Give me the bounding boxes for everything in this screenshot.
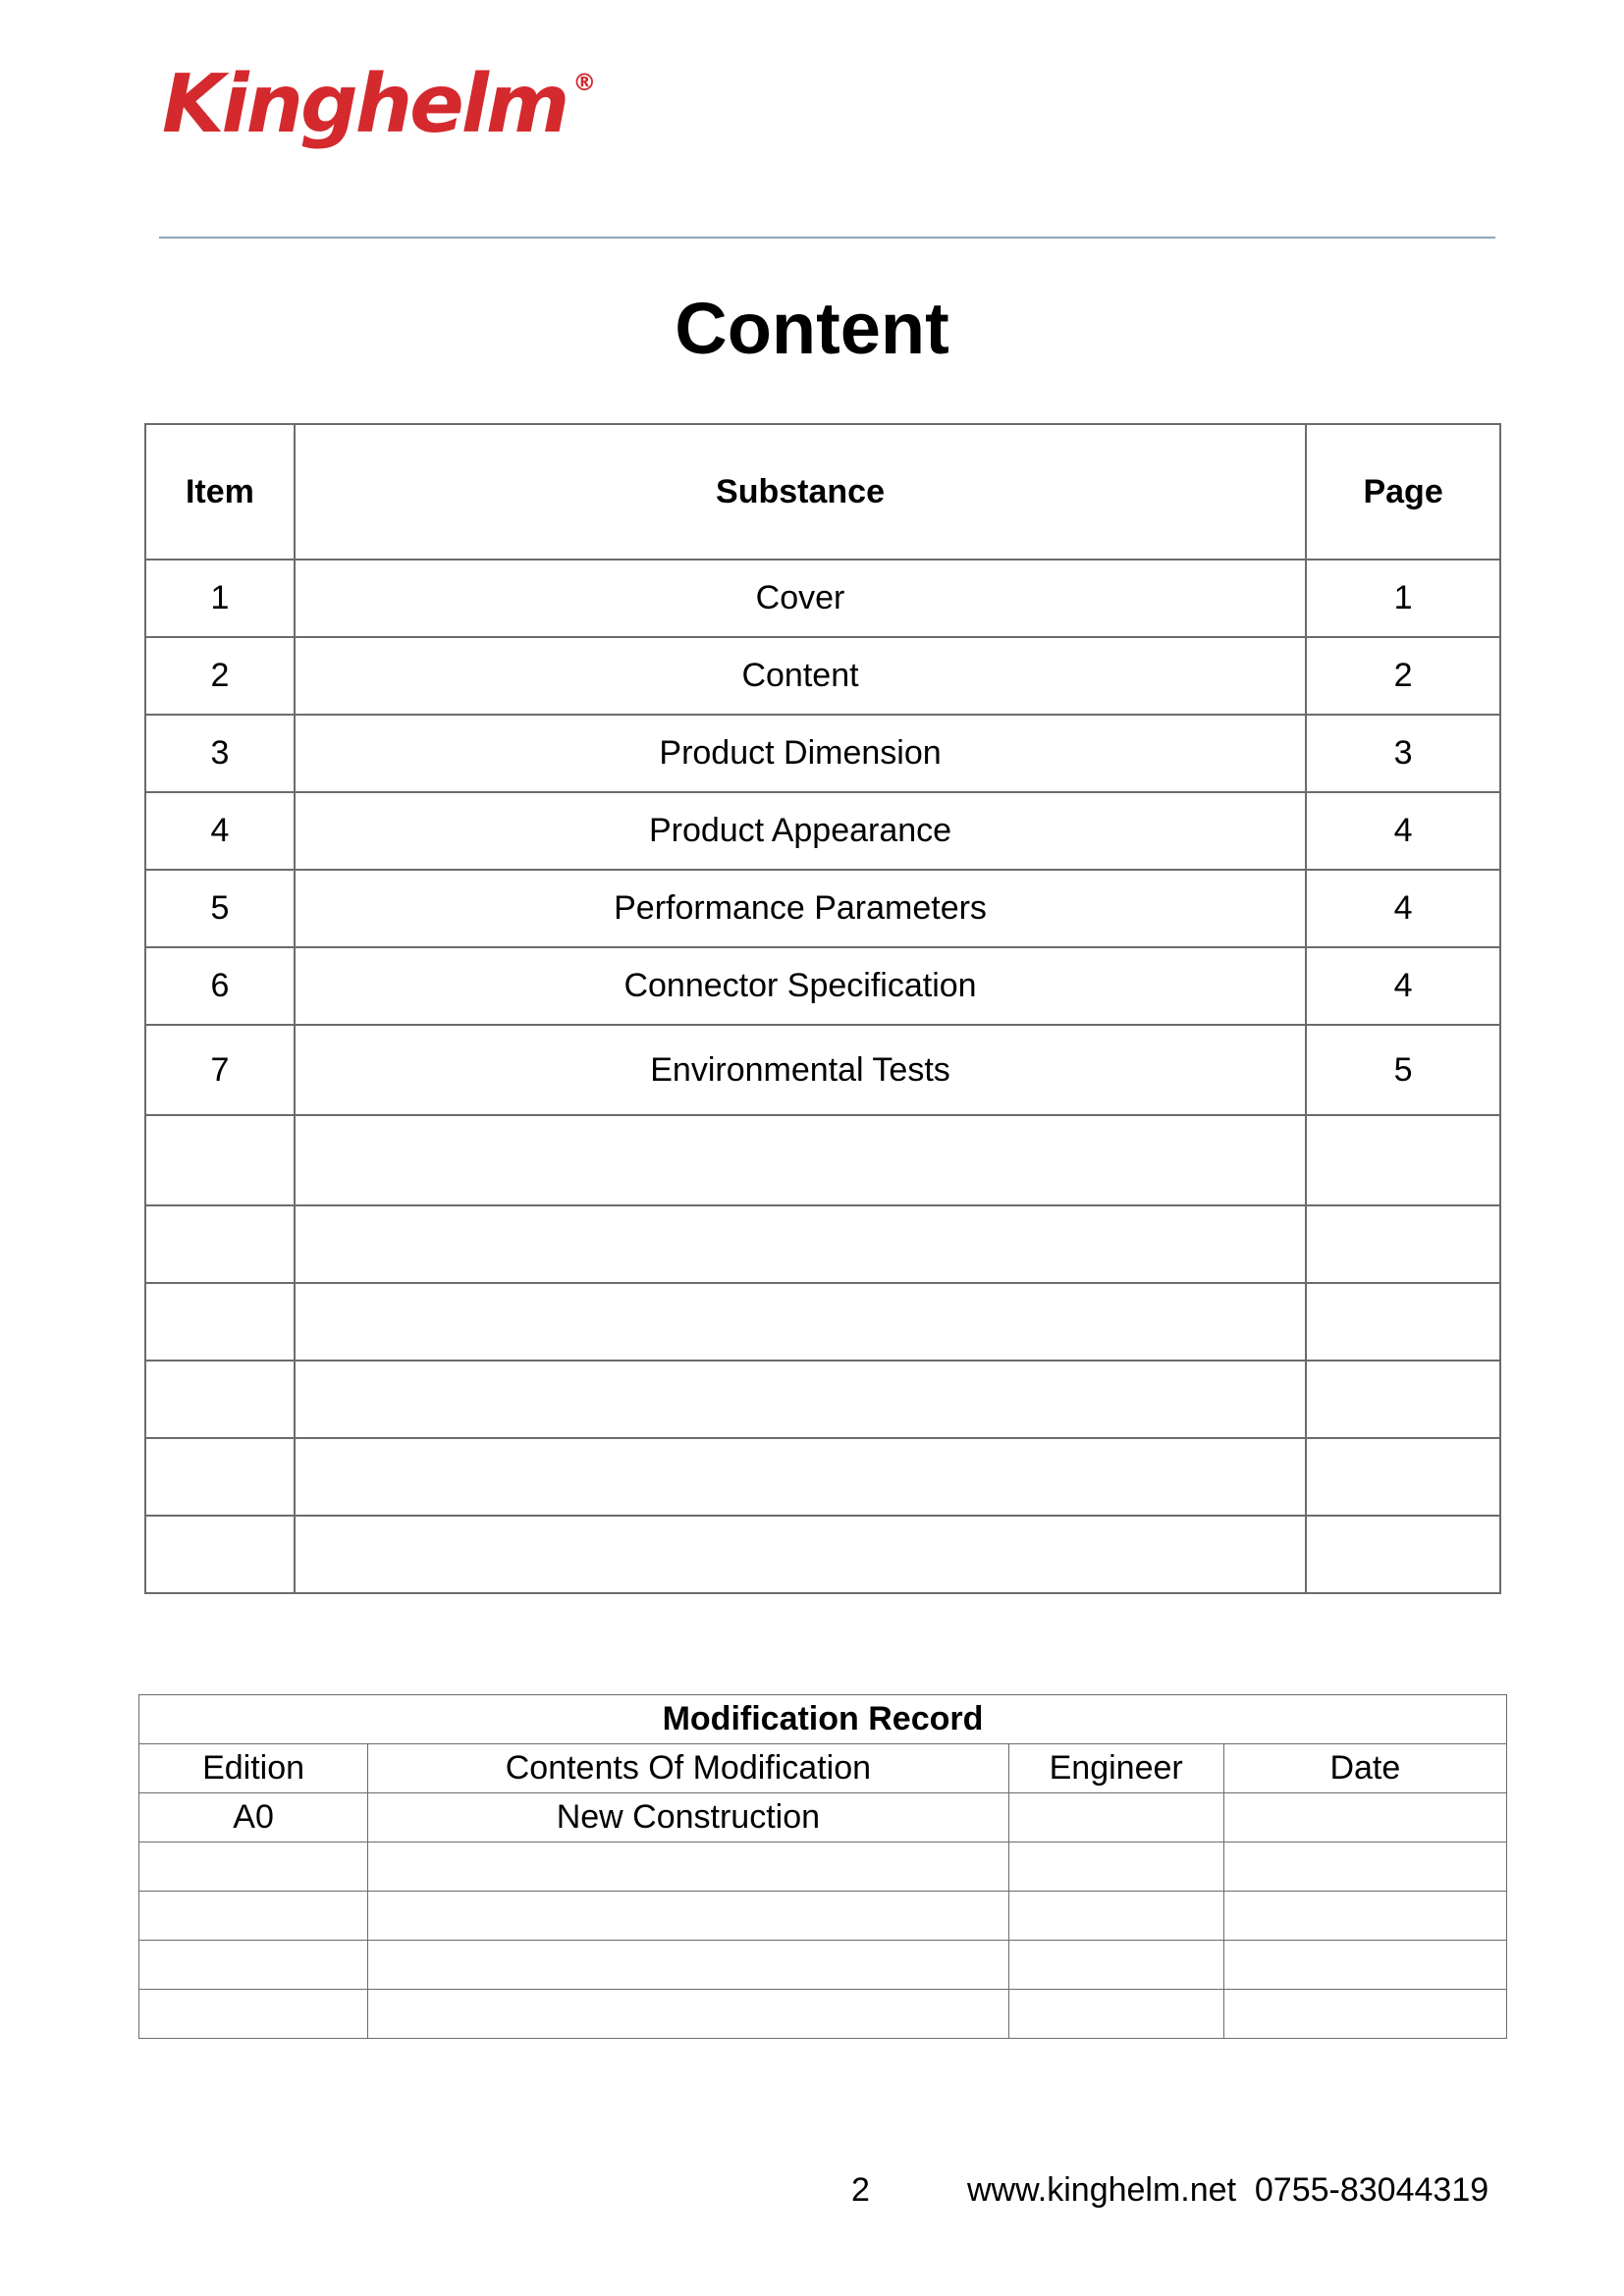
modification-record-title: Modification Record [139, 1695, 1507, 1744]
empty-cell [145, 1438, 295, 1516]
contents-table [144, 423, 1501, 1594]
table-row [145, 947, 1500, 1025]
empty-cell [139, 1990, 368, 2039]
cell-item: 4 [145, 792, 295, 870]
empty-cell [368, 1842, 1008, 1892]
header-edition: Edition [139, 1744, 368, 1793]
table-row [145, 715, 1500, 792]
empty-cell [295, 1205, 1306, 1283]
header-substance: Substance [295, 424, 1306, 560]
empty-cell [1008, 1842, 1223, 1892]
empty-cell [295, 1283, 1306, 1361]
page-title: Content [675, 288, 949, 369]
footer-contact-text: www.kinghelm.net 0755-83044319 [967, 2171, 1489, 2209]
header-date: Date [1223, 1744, 1506, 1793]
empty-cell [139, 1842, 368, 1892]
empty-cell [295, 1115, 1306, 1205]
empty-cell [1008, 1990, 1223, 2039]
empty-cell [1306, 1205, 1500, 1283]
empty-row [139, 1892, 1507, 1941]
header-contents: Contents Of Modification [368, 1744, 1008, 1793]
empty-row [145, 1438, 1500, 1516]
kinghelm-logo [162, 58, 597, 151]
empty-cell [1008, 1941, 1223, 1990]
cell-substance: Cover [295, 560, 1306, 637]
empty-cell [145, 1205, 295, 1283]
table-row [145, 870, 1500, 947]
table-row [145, 560, 1500, 637]
empty-cell [145, 1516, 295, 1593]
cell-substance: Environmental Tests [295, 1025, 1306, 1115]
cell-page: 3 [1306, 715, 1500, 792]
footer-website-phone [967, 2173, 1489, 2207]
table-row [145, 637, 1500, 715]
logo-text: Kinghelm [162, 58, 568, 151]
cell-page: 4 [1306, 947, 1500, 1025]
header-engineer: Engineer [1008, 1744, 1223, 1793]
header-divider [159, 237, 1495, 239]
empty-cell [145, 1283, 295, 1361]
modification-record-table [138, 1694, 1507, 2039]
modification-header-row [139, 1744, 1507, 1793]
registered-mark: ® [572, 69, 597, 96]
empty-cell [139, 1941, 368, 1990]
empty-cell [1223, 1842, 1506, 1892]
empty-row [145, 1361, 1500, 1438]
cell-item: 5 [145, 870, 295, 947]
empty-cell [1306, 1115, 1500, 1205]
table-row [145, 792, 1500, 870]
contents-header-row [145, 424, 1500, 560]
empty-row [139, 1842, 1507, 1892]
cell-substance: Content [295, 637, 1306, 715]
cell-item: 3 [145, 715, 295, 792]
empty-row [145, 1516, 1500, 1593]
empty-cell [1306, 1283, 1500, 1361]
empty-cell [145, 1115, 295, 1205]
empty-cell [295, 1516, 1306, 1593]
cell-substance: Connector Specification [295, 947, 1306, 1025]
empty-row [139, 1941, 1507, 1990]
cell-page: 2 [1306, 637, 1500, 715]
cell-page: 1 [1306, 560, 1500, 637]
cell-date [1223, 1793, 1506, 1842]
cell-page: 4 [1306, 792, 1500, 870]
cell-page: 5 [1306, 1025, 1500, 1115]
footer-page-number: 2 [851, 2171, 870, 2209]
cell-edition: A0 [139, 1793, 368, 1842]
empty-cell [145, 1361, 295, 1438]
cell-page: 4 [1306, 870, 1500, 947]
empty-cell [295, 1438, 1306, 1516]
empty-cell [295, 1361, 1306, 1438]
empty-cell [1306, 1516, 1500, 1593]
empty-row [145, 1283, 1500, 1361]
header-item: Item [145, 424, 295, 560]
table-row [139, 1793, 1507, 1842]
header-page: Page [1306, 424, 1500, 560]
empty-cell [1223, 1941, 1506, 1990]
modification-title-row [139, 1695, 1507, 1744]
cell-substance: Product Dimension [295, 715, 1306, 792]
empty-cell [139, 1892, 368, 1941]
empty-cell [1306, 1361, 1500, 1438]
cell-item: 1 [145, 560, 295, 637]
empty-row [139, 1990, 1507, 2039]
cell-item: 7 [145, 1025, 295, 1115]
cell-engineer [1008, 1793, 1223, 1842]
empty-row [145, 1115, 1500, 1205]
empty-cell [368, 1990, 1008, 2039]
cell-contents: New Construction [368, 1793, 1008, 1842]
cell-substance: Performance Parameters [295, 870, 1306, 947]
empty-row [145, 1205, 1500, 1283]
empty-cell [368, 1941, 1008, 1990]
cell-item: 2 [145, 637, 295, 715]
empty-cell [1008, 1892, 1223, 1941]
empty-cell [1306, 1438, 1500, 1516]
empty-cell [1223, 1892, 1506, 1941]
cell-item: 6 [145, 947, 295, 1025]
table-row [145, 1025, 1500, 1115]
empty-cell [1223, 1990, 1506, 2039]
empty-cell [368, 1892, 1008, 1941]
cell-substance: Product Appearance [295, 792, 1306, 870]
